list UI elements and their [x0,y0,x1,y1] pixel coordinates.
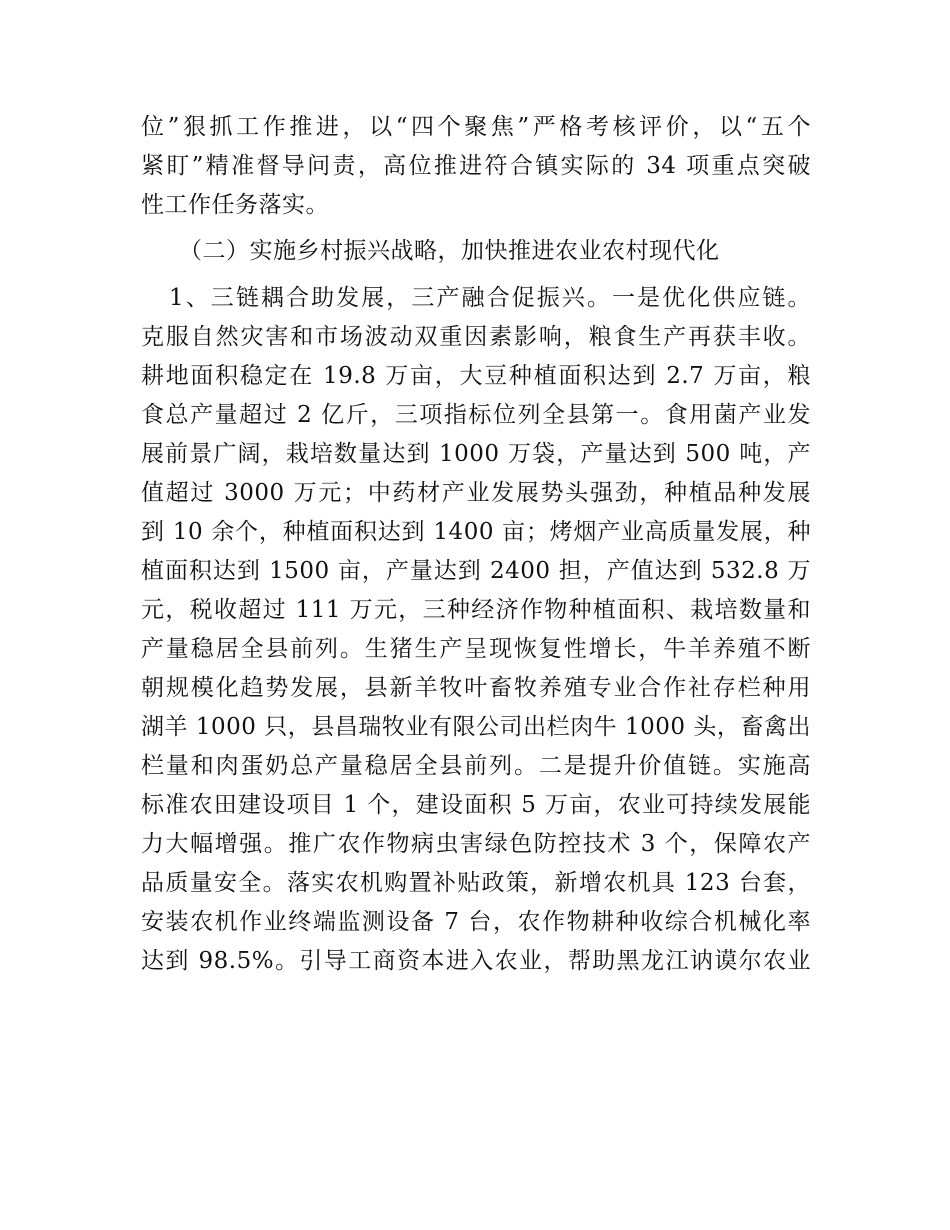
text-line: 产量稳居全县前列。生猪生产呈现恢复性增长，牛羊养殖不断 [141,636,811,662]
text-line: 展前景广阔，栽培数量达到 1000 万袋，产量达到 500 吨，产 [141,441,811,467]
text-line: 值超过 3000 万元；中药材产业发展势头强劲，种植品种发展 [141,480,811,506]
text-line: 标准农田建设项目 1 个，建设面积 5 万亩，农业可持续发展能 [141,792,811,818]
text-line: 达到 98.5%。引导工商资本进入农业，帮助黑龙江讷谟尔农业 [141,948,811,974]
text-line: 元，税收超过 111 万元，三种经济作物种植面积、栽培数量和 [141,597,811,623]
text-line: 朝规模化趋势发展，县新羊牧叶畜牧养殖专业合作社存栏种用 [141,675,811,701]
text-line: 1、三链耦合助发展，三产融合促振兴。一是优化供应链。 [169,285,811,311]
paragraph-agriculture [141,279,811,981]
text-line: 性工作任务落实。 [141,192,329,218]
text-line: 湖羊 1000 只，县昌瑞牧业有限公司出栏肉牛 1000 头，畜禽出 [141,714,811,740]
text-line: 食总产量超过 2 亿斤，三项指标位列全县第一。食用菌产业发 [141,402,811,428]
text-line: 耕地面积稳定在 19.8 万亩，大豆种植面积达到 2.7 万亩，粮 [141,363,811,389]
text-line: 品质量安全。落实农机购置补贴政策，新增农机具 123 台套， [141,870,811,896]
text-line: 安装农机作业终端监测设备 7 台，农作物耕种收综合机械化率 [141,909,811,935]
text-line: 克服自然灾害和市场波动双重因素影响，粮食生产再获丰收。 [141,324,811,350]
text-line: 紧盯”精准督导问责，高位推进符合镇实际的 34 项重点突破 [141,153,811,179]
section-heading: （二）实施乡村振兴战略，加快推进农业农村现代化 [179,238,720,264]
paragraph-continuation [141,108,811,225]
text-line: 位”狠抓工作推进，以“四个聚焦”严格考核评价，以“五个 [141,114,811,140]
text-line: 到 10 余个，种植面积达到 1400 亩；烤烟产业高质量发展，种 [141,519,811,545]
text-line: 力大幅增强。推广农作物病虫害绿色防控技术 3 个，保障农产 [141,831,811,857]
text-line: 栏量和肉蛋奶总产量稳居全县前列。二是提升价值链。实施高 [141,753,811,779]
document-body [141,108,811,981]
text-line: 植面积达到 1500 亩，产量达到 2400 担，产值达到 532.8 万 [141,558,811,584]
